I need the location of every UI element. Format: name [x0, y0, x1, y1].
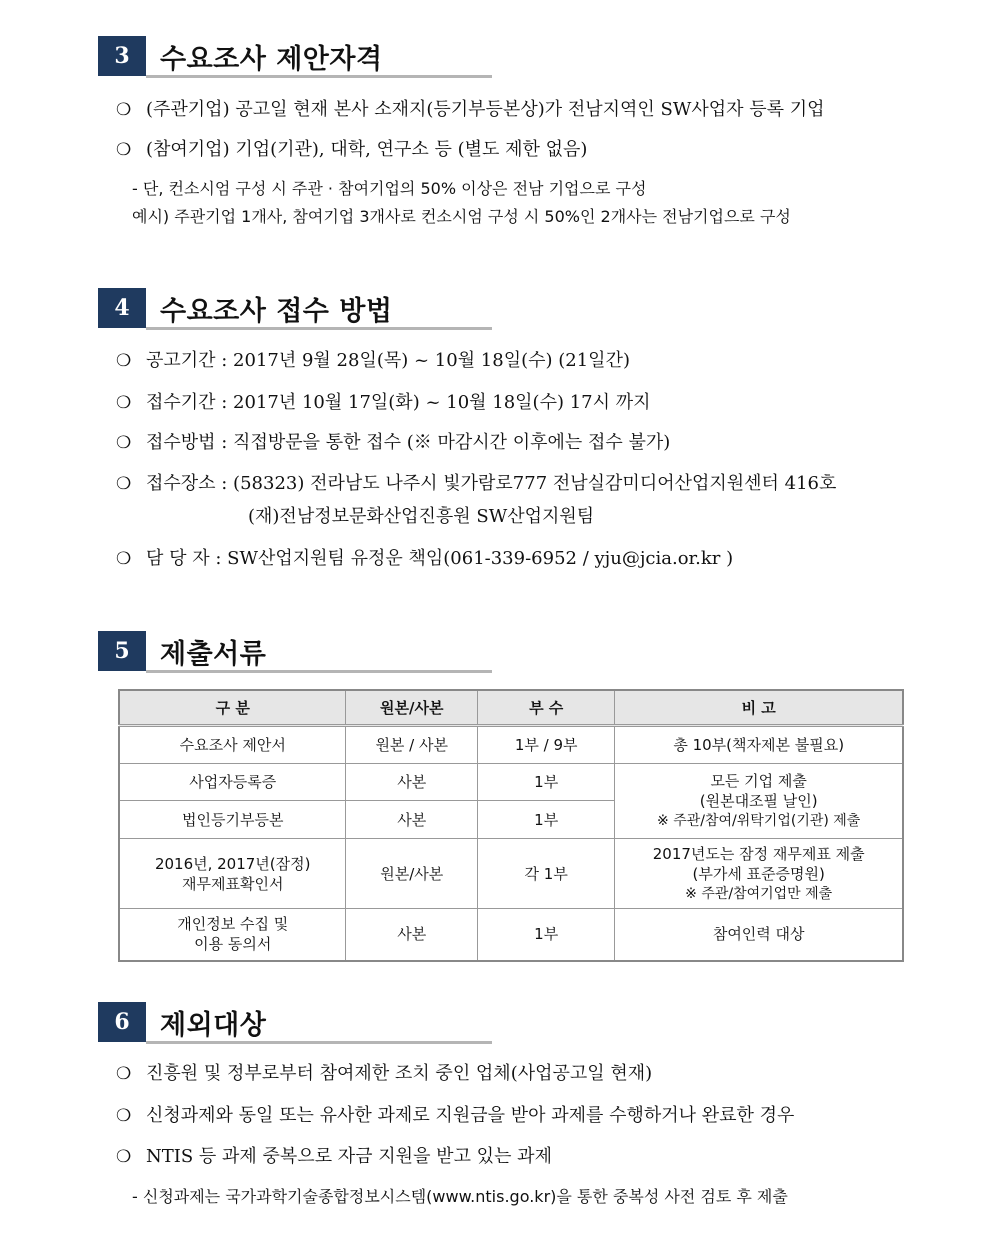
section-underline: [146, 1041, 492, 1044]
table-row: [119, 726, 903, 764]
table-cell: 사본: [346, 909, 478, 961]
list-item: ❍ (주관기업) 공고일 현재 본사 소재지(등기부등본상)가 전남지역인 SW사업자 등록 기업: [116, 99, 825, 120]
table-row: [119, 839, 903, 909]
table-cell: 1부: [478, 801, 615, 839]
table-cell: 사본: [346, 764, 478, 801]
section-number: 4: [98, 288, 146, 328]
list-item: ❍ (참여기업) 기업(기관), 대학, 연구소 등 (별도 제한 없음): [116, 139, 588, 160]
section-title: 제외대상: [160, 1009, 267, 1041]
section-number: 3: [98, 36, 146, 76]
bullet-icon: ❍: [116, 549, 132, 569]
column-header: 비 고: [615, 690, 903, 726]
column-header: 구 분: [119, 690, 346, 726]
list-item: ❍ 신청과제와 동일 또는 유사한 과제로 지원금을 받아 과제를 수행하거나 완료한 경우: [116, 1105, 795, 1126]
column-header: 원본/사본: [346, 690, 478, 726]
table-header-row: [119, 690, 903, 726]
table-cell: 1부: [478, 909, 615, 961]
bullet-icon: ❍: [116, 351, 132, 371]
list-item: ❍ 공고기간 : 2017년 9월 28일(목) ~ 10월 18일(수) (21일간): [116, 350, 630, 371]
table-row: [119, 909, 903, 961]
merged-note-cell: 모든 기업 제출 (원본대조필 날인) ※ 주관/참여/위탁기업(기관) 제출: [615, 764, 903, 839]
table-cell: 1부 / 9부: [478, 726, 615, 764]
bullet-icon: ❍: [116, 1064, 132, 1084]
table-cell: 2017년도는 잠정 재무제표 제출 (부가세 표준증명원) ※ 주관/참여기업만 제출: [615, 839, 903, 909]
example-line: 예시) 주관기업 1개사, 참여기업 3개사로 컨소시엄 구성 시 50%인 2개사는 전남기업으로 구성: [132, 207, 791, 226]
table-cell: 참여인력 대상: [615, 909, 903, 961]
table-cell: 총 10부(책자제본 불필요): [615, 726, 903, 764]
bullet-icon: ❍: [116, 474, 132, 494]
list-item: ❍ 담 당 자 : SW산업지원팀 유정운 책임(061-339-6952 / yju@jcia.or.kr ): [116, 548, 734, 569]
section-underline: [146, 75, 492, 78]
list-item: ❍ NTIS 등 과제 중복으로 자금 지원을 받고 있는 과제: [116, 1146, 552, 1167]
bullet-icon: ❍: [116, 1147, 132, 1167]
section-5-header: [98, 631, 266, 671]
bullet-icon: ❍: [116, 433, 132, 453]
section-3-header: [98, 36, 383, 76]
table-cell: 개인정보 수집 및 이용 동의서: [119, 909, 346, 961]
table-cell: 원본/사본: [346, 839, 478, 909]
list-item: ❍ 접수방법 : 직접방문을 통한 접수 (※ 마감시간 이후에는 접수 불가): [116, 432, 671, 453]
section-underline: [146, 327, 492, 330]
bullet-icon: ❍: [116, 140, 132, 160]
table-cell: 원본 / 사본: [346, 726, 478, 764]
column-header: 부 수: [478, 690, 615, 726]
table-cell: 2016년, 2017년(잠정) 재무제표확인서: [119, 839, 346, 909]
note-line: - 신청과제는 국가과학기술종합정보시스템(www.ntis.go.kr)을 통한 중복성 사전 검토 후 제출: [132, 1187, 788, 1206]
bullet-icon: ❍: [116, 393, 132, 413]
documents-table: [118, 689, 904, 962]
table-cell: 수요조사 제안서: [119, 726, 346, 764]
section-title: 수요조사 제안자격: [160, 43, 383, 75]
note-line: - 단, 컨소시엄 구성 시 주관 · 참여기업의 50% 이상은 전남 기업으로 구성: [132, 179, 647, 198]
section-6-header: [98, 1002, 266, 1042]
table-row: [119, 764, 903, 801]
table-cell: 1부: [478, 764, 615, 801]
list-item: ❍ 진흥원 및 정부로부터 참여제한 조치 중인 업체(사업공고일 현재): [116, 1063, 653, 1084]
list-item: ❍ 접수기간 : 2017년 10월 17일(화) ~ 10월 18일(수) 17시 까지: [116, 392, 651, 413]
table-cell: 사본: [346, 801, 478, 839]
section-underline: [146, 670, 492, 673]
bullet-icon: ❍: [116, 100, 132, 120]
section-number: 6: [98, 1002, 146, 1042]
list-item: ❍ 접수장소 : (58323) 전라남도 나주시 빛가람로777 전남실감미디어산업지원센터 416호: [116, 473, 837, 494]
address-line-2: (재)전남정보문화산업진흥원 SW산업지원팀: [248, 506, 595, 527]
table-cell: 사업자등록증: [119, 764, 346, 801]
section-title: 수요조사 접수 방법: [160, 295, 393, 327]
section-title: 제출서류: [160, 638, 267, 670]
table-cell: 법인등기부등본: [119, 801, 346, 839]
section-4-header: [98, 288, 392, 328]
section-number: 5: [98, 631, 146, 671]
table-cell: 각 1부: [478, 839, 615, 909]
bullet-icon: ❍: [116, 1106, 132, 1126]
